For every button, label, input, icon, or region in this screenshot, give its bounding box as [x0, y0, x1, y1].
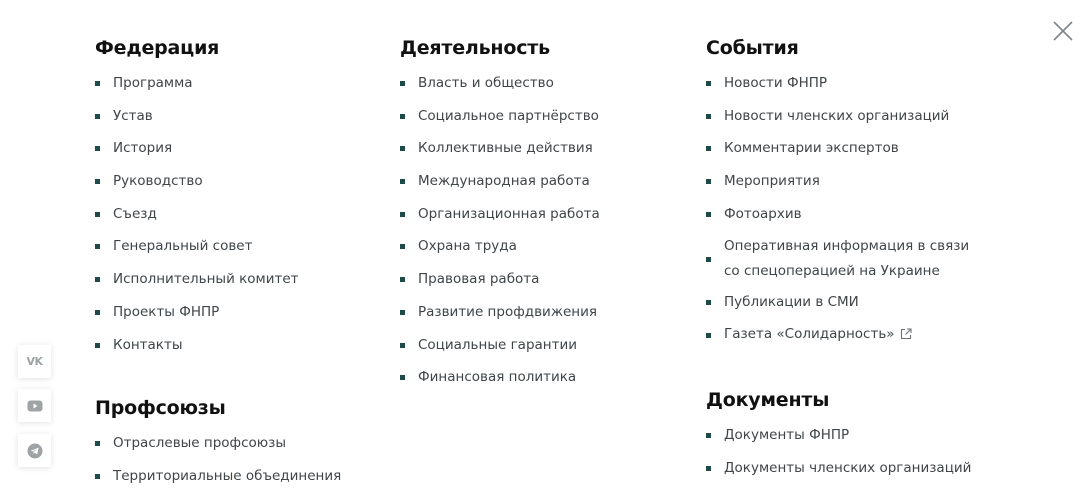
nav-link[interactable]: Контакты	[95, 335, 375, 355]
events-heading: События	[706, 37, 799, 59]
nav-link[interactable]: Правовая работа	[400, 269, 690, 289]
activity-heading: Деятельность	[400, 37, 550, 59]
nav-link[interactable]: Мероприятия	[706, 171, 1006, 191]
nav-link[interactable]: Публикации в СМИ	[706, 292, 1006, 312]
nav-link[interactable]: Фотоархив	[706, 204, 1006, 224]
nav-link[interactable]: Новости ФНПР	[706, 73, 1006, 93]
nav-link[interactable]: Социальное партнёрство	[400, 106, 690, 126]
nav-link[interactable]: Организационная работа	[400, 204, 690, 224]
nav-link[interactable]: Программа	[95, 73, 375, 93]
nav-link[interactable]: Руководство	[95, 171, 375, 191]
nav-link[interactable]: Документы ФНПР	[706, 425, 1006, 445]
youtube-icon	[27, 400, 43, 412]
nav-link[interactable]: Коллективные действия	[400, 138, 690, 158]
nav-link[interactable]: Комментарии экспертов	[706, 138, 1006, 158]
documents-heading: Документы	[706, 389, 830, 411]
activity-list	[400, 73, 690, 387]
nav-link[interactable]: Финансовая политика	[400, 367, 690, 387]
federation-column	[95, 36, 375, 355]
events-list	[706, 73, 1006, 346]
unions-heading: Профсоюзы	[95, 397, 226, 419]
nav-link[interactable]: Социальные гарантии	[400, 335, 690, 355]
nav-link[interactable]: Власть и общество	[400, 73, 690, 93]
vk-button[interactable]	[18, 345, 51, 378]
nav-link[interactable]: Отраслевые профсоюзы	[95, 433, 395, 453]
nav-link[interactable]: Документы членских организаций	[706, 458, 1006, 478]
nav-link[interactable]: История	[95, 138, 375, 158]
federation-list	[95, 73, 375, 355]
nav-link[interactable]: Международная работа	[400, 171, 690, 191]
nav-link-line: со спецоперацией на Украине	[724, 262, 940, 279]
nav-link[interactable]: Исполнительный комитет	[95, 269, 375, 289]
activity-column	[400, 36, 690, 387]
nav-link[interactable]: Развитие профдвижения	[400, 302, 690, 322]
telegram-button[interactable]	[18, 434, 51, 467]
external-link-icon	[900, 326, 912, 346]
documents-list	[706, 425, 1006, 478]
close-icon	[1050, 18, 1076, 44]
nav-link[interactable]: Генеральный совет	[95, 236, 375, 256]
unions-column	[95, 396, 395, 486]
telegram-icon	[27, 443, 43, 459]
nav-link[interactable]: Охрана труда	[400, 236, 690, 256]
youtube-button[interactable]	[18, 389, 51, 422]
unions-list	[95, 433, 395, 486]
events-column	[706, 36, 1006, 346]
nav-link[interactable]: Проекты ФНПР	[95, 302, 375, 322]
vk-icon: VK	[26, 355, 43, 368]
close-button[interactable]	[1050, 18, 1076, 44]
nav-link-label: Газета «Солидарность»	[724, 326, 895, 343]
federation-heading: Федерация	[95, 37, 220, 59]
nav-link[interactable]: Устав	[95, 106, 375, 126]
nav-link-solidarnost[interactable]	[706, 324, 1006, 346]
nav-link[interactable]: Съезд	[95, 204, 375, 224]
nav-link-special-operation[interactable]	[706, 234, 1006, 284]
documents-column	[706, 388, 1006, 478]
nav-link[interactable]: Новости членских организаций	[706, 106, 1006, 126]
nav-link[interactable]: Территориальные объединения	[95, 466, 395, 486]
nav-link-line: Оперативная информация в связи	[724, 237, 970, 254]
